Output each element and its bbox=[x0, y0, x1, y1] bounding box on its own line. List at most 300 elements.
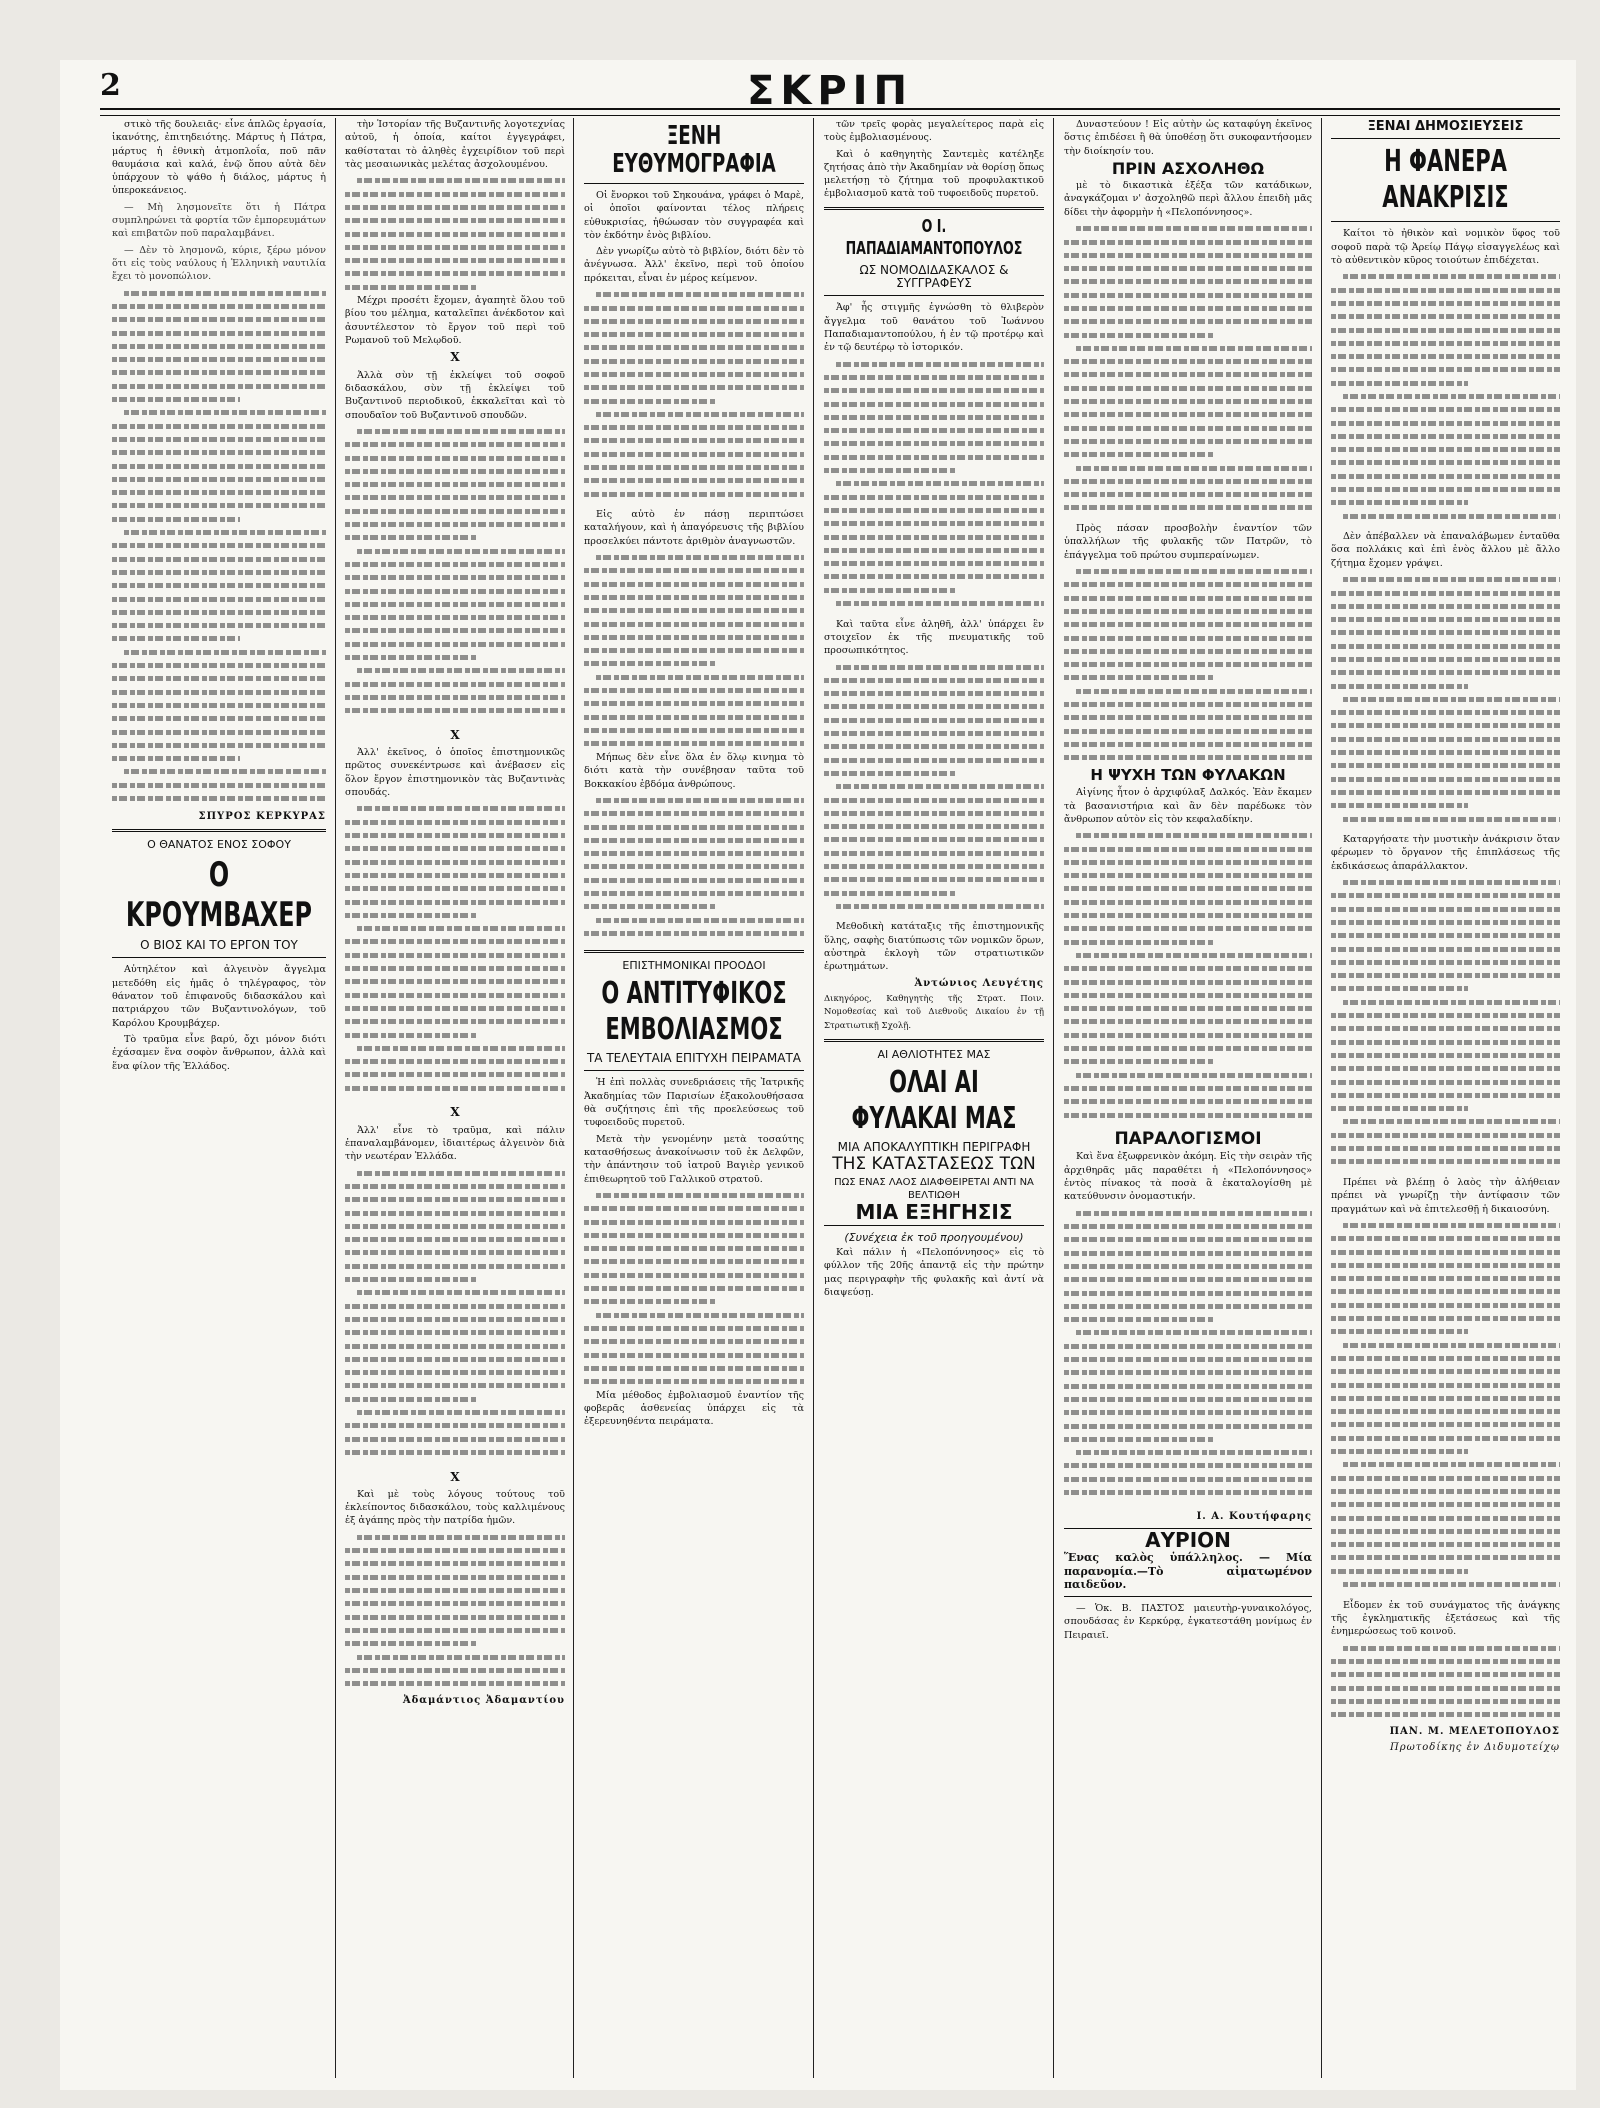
text-line bbox=[345, 935, 565, 948]
text-line bbox=[824, 451, 1044, 464]
text-line-ink bbox=[1064, 729, 1312, 734]
text-line-ink bbox=[112, 783, 326, 788]
text-line-ink bbox=[1331, 1686, 1560, 1691]
text-line bbox=[345, 558, 565, 571]
text-line bbox=[1064, 461, 1312, 474]
article-headline: Ο ΑΝΤΙΤΥΦΙΚΟΣ ΕΜΒΟΛΙΑΣΜΟΣ bbox=[601, 976, 787, 1048]
text-line bbox=[584, 408, 804, 421]
text-line-ink bbox=[1064, 1357, 1312, 1362]
text-line-ink bbox=[1076, 1211, 1312, 1216]
text-line bbox=[345, 678, 565, 691]
divider bbox=[1331, 138, 1560, 139]
article-kicker: Ο ΘΑΝΑΤΟΣ ΕΝΟΣ ΣΟΦΟΥ bbox=[147, 837, 291, 851]
text-line bbox=[584, 671, 804, 684]
text-line-ink bbox=[1064, 715, 1312, 720]
text-line bbox=[584, 1282, 804, 1295]
text-line bbox=[1331, 496, 1560, 509]
text-line bbox=[1064, 275, 1312, 288]
text-line bbox=[1331, 310, 1560, 323]
article-paragraph: Καὶ ταῦτα εἶνε ἀληθῆ, ἀλλ' ὑπάρχει ἓν στοιχεῖον ἐκ τῆς πνευματικῆς τοῦ προσωπικότητος. bbox=[824, 618, 1044, 657]
text-line-ink bbox=[1331, 803, 1468, 808]
text-line bbox=[1064, 578, 1312, 591]
text-line-ink bbox=[1331, 1289, 1560, 1294]
page-number: 2 bbox=[100, 68, 121, 103]
text-line bbox=[345, 1664, 565, 1677]
text-line-ink bbox=[345, 1548, 565, 1553]
text-line-ink bbox=[824, 495, 1044, 500]
text-line bbox=[1331, 1565, 1560, 1578]
text-line-ink bbox=[1331, 630, 1560, 635]
article-paragraph: Αἰγίνης ἦτον ὁ ἀρχιφύλαξ Δαλκός. Ἐὰν ἔκαμεν τὰ βασανιστήρια καὶ ἂν δὲν παρέδωκε τὸν ἄνθρωπον αὐτὸν εἰς τὸν κεφαλαδίκην. bbox=[1064, 787, 1312, 825]
article-headline: Η ΦΑΝΕΡΑ ΑΝΑΚΡΙΣΙΣ bbox=[1382, 144, 1509, 216]
text-line bbox=[345, 1637, 565, 1650]
text-line-ink bbox=[824, 574, 1044, 579]
text-line bbox=[345, 664, 565, 677]
text-line-ink bbox=[584, 864, 804, 869]
text-block bbox=[1331, 1642, 1560, 1722]
text-line bbox=[345, 1286, 565, 1299]
text-line bbox=[584, 1189, 804, 1202]
text-line bbox=[1331, 443, 1560, 456]
text-line-ink bbox=[1331, 1489, 1560, 1494]
text-line-ink bbox=[112, 304, 326, 309]
text-line bbox=[1331, 350, 1560, 363]
text-line-ink bbox=[1064, 1370, 1312, 1375]
text-line bbox=[1064, 565, 1312, 578]
text-line bbox=[345, 1193, 565, 1206]
text-line bbox=[1064, 698, 1312, 711]
text-line bbox=[1331, 733, 1560, 746]
text-line-ink bbox=[584, 811, 804, 816]
text-line bbox=[1331, 1142, 1560, 1155]
text-line-ink bbox=[584, 688, 804, 693]
text-line bbox=[584, 301, 804, 314]
column-5 bbox=[1064, 118, 1312, 2078]
text-line bbox=[584, 631, 804, 644]
text-line-ink bbox=[345, 258, 565, 263]
text-line-ink bbox=[824, 731, 1044, 736]
text-line bbox=[824, 820, 1044, 833]
text-line bbox=[1064, 1353, 1312, 1366]
text-line bbox=[1064, 869, 1312, 882]
text-line-ink bbox=[1331, 1080, 1560, 1085]
text-line-ink bbox=[824, 691, 1044, 696]
text-line-ink bbox=[1064, 479, 1312, 484]
text-line-ink bbox=[1331, 1013, 1560, 1018]
text-line bbox=[345, 227, 565, 240]
text-line bbox=[1064, 249, 1312, 262]
text-line-ink bbox=[124, 530, 326, 535]
text-line bbox=[1064, 435, 1312, 448]
text-line bbox=[112, 313, 326, 326]
text-line-ink bbox=[1331, 790, 1560, 795]
text-line bbox=[584, 927, 804, 940]
text-line bbox=[584, 578, 804, 591]
text-line bbox=[1331, 916, 1560, 929]
text-line-ink bbox=[596, 1193, 804, 1198]
text-line bbox=[345, 1544, 565, 1557]
text-line bbox=[1064, 949, 1312, 962]
text-line bbox=[824, 767, 1044, 780]
text-line bbox=[345, 1339, 565, 1352]
article-paragraph: Τὸ τραῦμα εἶνε βαρύ, ὄχι μόνον διότι ἐχάσαμεν ἕνα σοφὸν ἄνθρωπον, ἀλλὰ καὶ ἕνα φίλον τῆς Ἑλλάδος. bbox=[112, 1033, 326, 1072]
text-line bbox=[584, 1309, 804, 1322]
text-line-ink bbox=[1076, 689, 1312, 694]
text-line-ink bbox=[345, 1628, 565, 1633]
text-line-ink bbox=[345, 615, 565, 620]
text-line bbox=[1064, 235, 1312, 248]
text-line-ink bbox=[112, 583, 326, 588]
text-line bbox=[1331, 1102, 1560, 1115]
text-line bbox=[1064, 711, 1312, 724]
text-line-ink bbox=[1331, 487, 1560, 492]
text-line-ink bbox=[1331, 1159, 1560, 1164]
text-line bbox=[584, 914, 804, 927]
text-line-ink bbox=[1064, 372, 1312, 377]
text-line-ink bbox=[345, 1601, 565, 1606]
text-line bbox=[1331, 1378, 1560, 1391]
text-line-ink bbox=[584, 878, 804, 883]
text-line-ink bbox=[345, 1086, 565, 1091]
text-line bbox=[112, 420, 326, 433]
text-line bbox=[824, 847, 1044, 860]
text-line bbox=[584, 488, 804, 501]
article-paragraph: — Μὴ λησμονεῖτε ὅτι ἡ Πάτρα συμπληρώνει τὰ φορτία τῶν ἐμπορευμάτων καὶ επιβατῶν ποῦ παραλαμβάνει. bbox=[112, 201, 326, 240]
text-line-ink bbox=[1076, 1073, 1312, 1078]
text-line bbox=[345, 598, 565, 611]
text-line-ink bbox=[112, 703, 326, 708]
article-headline: ΟΛΑΙ ΑΙ ΦΥΛΑΚΑΙ ΜΑΣ bbox=[851, 1065, 1017, 1137]
text-line bbox=[112, 566, 326, 579]
text-line bbox=[345, 1406, 565, 1419]
article-paragraph: Μία μέθοδος ἐμβολιασμοῦ ἐναντίον τῆς φοβερᾶς ἀσθενείας ὑπάρχει εἰς τὰ ἐξερευνηθέντα πειράματα. bbox=[584, 1389, 804, 1428]
text-line-ink bbox=[596, 292, 804, 297]
text-line-ink bbox=[1064, 926, 1312, 931]
text-line-ink bbox=[1064, 596, 1312, 601]
text-line bbox=[345, 267, 565, 280]
article-paragraph: Πρέπει νὰ βλέπῃ ὁ λαὸς τὴν ἀλήθειαν πρέπει νὰ γνωρίζῃ τὴν ἀντίφασιν τῶν πραγμάτων καὶ νὰ ἐπιτελεσθῇ ἡ δικαιοσύνη. bbox=[1331, 1176, 1560, 1215]
text-line-ink bbox=[1064, 993, 1312, 998]
text-line bbox=[345, 1300, 565, 1313]
text-line-ink bbox=[1343, 577, 1560, 582]
text-line bbox=[345, 1042, 565, 1055]
text-line-ink bbox=[1343, 1000, 1560, 1005]
text-line-ink bbox=[824, 535, 1044, 540]
text-block bbox=[1331, 573, 1560, 833]
text-line bbox=[584, 1295, 804, 1308]
text-line-ink bbox=[357, 668, 565, 673]
divider bbox=[584, 950, 804, 953]
text-block bbox=[584, 1189, 804, 1389]
byline: Ἀντώνιος Λευγέτης bbox=[914, 977, 1044, 989]
header-rule bbox=[100, 108, 1560, 116]
text-line bbox=[1331, 706, 1560, 719]
text-line bbox=[112, 659, 326, 672]
text-line-ink bbox=[112, 636, 240, 641]
text-line-ink bbox=[1331, 1449, 1468, 1454]
text-line-ink bbox=[1331, 737, 1560, 742]
text-block bbox=[1064, 222, 1312, 522]
text-line-ink bbox=[345, 833, 565, 838]
text-line-ink bbox=[584, 825, 804, 830]
text-line bbox=[345, 638, 565, 651]
text-line bbox=[1331, 377, 1560, 390]
article-paragraph: Καίτοι τὸ ἠθικὸν καὶ νομικὸν ὕφος τοῦ σοφοῦ παρὰ τῷ Ἀρείῳ Πάγῳ εἰσαγγελέως καὶ τὸ αὐθεντικὸν κῦρος τοιούτων ἐπιδέχεται. bbox=[1331, 228, 1560, 266]
text-line bbox=[112, 619, 326, 632]
text-line bbox=[584, 711, 804, 724]
article-paragraph: Καὶ πάλιν ἡ «Πελοπόννησος» εἰς τὸ φύλλον τῆς 20ῆς ἀπαντᾷ εἰς τὴν πρώτην μας περιγραφὴν τῆς φυλακῆς καὶ ἀντί νὰ διαψεύσῃ. bbox=[824, 1246, 1044, 1298]
text-line bbox=[1331, 1445, 1560, 1458]
article-subtitle: Ο ΒΙΟΣ ΚΑΙ ΤΟ ΕΡΓΟΝ ΤΟΥ bbox=[140, 938, 298, 953]
text-line bbox=[1331, 942, 1560, 955]
text-line bbox=[112, 513, 326, 526]
text-line bbox=[345, 491, 565, 504]
text-line-ink bbox=[584, 622, 804, 627]
text-line-ink bbox=[345, 1072, 565, 1077]
text-line-ink bbox=[1331, 591, 1560, 596]
text-line-ink bbox=[1331, 1699, 1560, 1704]
text-line bbox=[1331, 586, 1560, 599]
text-line-ink bbox=[824, 402, 1044, 407]
teaser: Ἕνας καλὸς ὑπάλληλος. — Μία παρανομία.—Τὸ αἰματωμένον παιδεῦον. bbox=[1064, 1551, 1312, 1591]
text-line bbox=[345, 478, 565, 491]
text-line bbox=[112, 499, 326, 512]
text-line-ink bbox=[1331, 684, 1468, 689]
text-line bbox=[1331, 1115, 1560, 1128]
text-line-ink bbox=[1343, 1223, 1560, 1228]
text-line bbox=[584, 697, 804, 710]
column-6 bbox=[1331, 118, 1560, 2078]
text-line bbox=[112, 459, 326, 472]
text-line-ink bbox=[357, 178, 565, 183]
text-line-ink bbox=[1343, 1646, 1560, 1651]
text-block bbox=[584, 288, 804, 508]
text-line bbox=[1331, 1655, 1560, 1668]
text-line-ink bbox=[1064, 636, 1312, 641]
text-line bbox=[824, 570, 1044, 583]
text-line bbox=[345, 254, 565, 267]
text-line-ink bbox=[345, 979, 565, 984]
text-line bbox=[1331, 1325, 1560, 1338]
text-line bbox=[584, 1322, 804, 1335]
text-line bbox=[1331, 1525, 1560, 1538]
text-line bbox=[1331, 1232, 1560, 1245]
text-line-ink bbox=[1331, 1250, 1560, 1255]
divider bbox=[1331, 221, 1560, 222]
text-line-ink bbox=[1064, 1237, 1312, 1242]
text-line-ink bbox=[1331, 460, 1560, 465]
text-line-ink bbox=[584, 904, 716, 909]
text-line bbox=[1331, 653, 1560, 666]
article-paragraph: Μήπως δὲν εἶνε ὅλα ἐν ὅλῳ κινημα τὸ διότι κατὰ τὴν συνέβησαν ταῦτα τοῦ Βοκκακίου ἑβδόμα ἀνθρώπους. bbox=[584, 751, 804, 790]
text-line bbox=[112, 287, 326, 300]
text-line bbox=[1331, 573, 1560, 586]
text-line bbox=[1064, 382, 1312, 395]
text-line bbox=[1331, 363, 1560, 376]
text-line-ink bbox=[112, 730, 326, 735]
text-line-ink bbox=[1343, 817, 1560, 822]
text-line bbox=[345, 281, 565, 294]
text-line-ink bbox=[112, 331, 326, 336]
text-line bbox=[584, 617, 804, 630]
text-line bbox=[345, 895, 565, 908]
text-line-ink bbox=[1331, 1555, 1560, 1560]
text-block bbox=[824, 660, 1044, 920]
text-line-ink bbox=[1076, 466, 1312, 471]
text-line bbox=[1064, 1055, 1312, 1068]
article-paragraph: Μέχρι προσέτι ἔχομεν, ἀγαπητὲ ὅλου τοῦ βίου του μέλημα, καταλεῖπει ἀνέκδοτον καὶ ἀσυντέλεστον τὸ ἔργον τοῦ περὶ τοῦ Ρωμανοῦ τοῦ Μελῳδοῦ. bbox=[345, 295, 565, 347]
text-line-ink bbox=[584, 425, 804, 430]
masthead: ΣΚΡΙΠ bbox=[747, 68, 913, 114]
text-line bbox=[584, 591, 804, 604]
text-line bbox=[345, 1597, 565, 1610]
text-line-ink bbox=[1076, 833, 1312, 838]
text-line bbox=[345, 1379, 565, 1392]
text-line-ink bbox=[1343, 1582, 1560, 1587]
text-line-ink bbox=[824, 811, 1044, 816]
text-line-ink bbox=[584, 661, 716, 666]
text-line-ink bbox=[1064, 1397, 1312, 1402]
text-line-ink bbox=[112, 756, 240, 761]
text-line-ink bbox=[1064, 649, 1312, 654]
text-line-ink bbox=[1331, 1106, 1468, 1111]
text-line bbox=[824, 544, 1044, 557]
text-line bbox=[112, 526, 326, 539]
text-line bbox=[1064, 1406, 1312, 1419]
text-line bbox=[1331, 283, 1560, 296]
text-line bbox=[1331, 470, 1560, 483]
text-block bbox=[345, 1167, 565, 1467]
text-line-ink bbox=[824, 388, 1044, 393]
text-line-ink bbox=[1064, 1019, 1312, 1024]
text-line bbox=[1064, 328, 1312, 341]
column-divider bbox=[335, 118, 336, 2078]
text-line-ink bbox=[345, 495, 565, 500]
text-line-ink bbox=[357, 1410, 565, 1415]
text-line bbox=[1331, 773, 1560, 786]
text-line-ink bbox=[345, 1575, 565, 1580]
text-line bbox=[1331, 1668, 1560, 1681]
text-line bbox=[584, 1215, 804, 1228]
text-line bbox=[824, 437, 1044, 450]
text-line bbox=[584, 860, 804, 873]
text-line bbox=[345, 611, 565, 624]
text-line-ink bbox=[1064, 609, 1312, 614]
text-line bbox=[1331, 1695, 1560, 1708]
text-line bbox=[345, 842, 565, 855]
text-line bbox=[824, 411, 1044, 424]
text-line bbox=[345, 531, 565, 544]
text-line-ink bbox=[345, 1357, 565, 1362]
text-line bbox=[1331, 1259, 1560, 1272]
text-line bbox=[1064, 1486, 1312, 1499]
text-line bbox=[345, 465, 565, 478]
text-block bbox=[824, 358, 1044, 618]
text-line-ink bbox=[345, 695, 565, 700]
text-line bbox=[584, 1335, 804, 1348]
text-line-ink bbox=[1331, 1026, 1560, 1031]
text-line-ink bbox=[1331, 657, 1560, 662]
divider bbox=[112, 957, 326, 958]
text-line-ink bbox=[112, 344, 326, 349]
text-line-ink bbox=[1076, 569, 1312, 574]
text-line-ink bbox=[1064, 399, 1312, 404]
text-line-ink bbox=[345, 1211, 565, 1216]
text-line bbox=[1064, 395, 1312, 408]
text-line bbox=[112, 380, 326, 393]
text-line-ink bbox=[584, 608, 804, 613]
text-line-ink bbox=[357, 1535, 565, 1540]
text-line-ink bbox=[584, 332, 804, 337]
text-line-ink bbox=[345, 628, 565, 633]
text-line-ink bbox=[584, 1366, 804, 1371]
text-line bbox=[1064, 605, 1312, 618]
text-line-ink bbox=[824, 837, 1044, 842]
article-headline: Ο Ι. ΠΑΠΑΔΙΑΜΑΝΤΟΠΟΥΛΟΣ bbox=[845, 215, 1023, 259]
text-line bbox=[584, 551, 804, 564]
text-line bbox=[1064, 671, 1312, 684]
text-line-ink bbox=[584, 1206, 804, 1211]
text-line bbox=[1064, 975, 1312, 988]
text-line bbox=[1064, 909, 1312, 922]
text-line bbox=[1064, 368, 1312, 381]
text-line-ink bbox=[824, 521, 1044, 526]
text-line bbox=[1064, 222, 1312, 235]
text-line bbox=[112, 592, 326, 605]
text-line bbox=[1331, 1089, 1560, 1102]
text-line-ink bbox=[345, 873, 565, 878]
text-line-ink bbox=[1064, 1291, 1312, 1296]
byline: ΠΑΝ. Μ. ΜΕΛΕΤΟΠΟΥΛΟΣ bbox=[1389, 1725, 1560, 1737]
text-line bbox=[345, 1220, 565, 1233]
text-line bbox=[584, 900, 804, 913]
text-line bbox=[345, 545, 565, 558]
text-line bbox=[345, 1313, 565, 1326]
text-line-ink bbox=[1064, 1437, 1213, 1442]
text-line bbox=[1331, 1062, 1560, 1075]
text-line bbox=[345, 1180, 565, 1193]
text-line-ink bbox=[345, 1437, 565, 1442]
text-line bbox=[1331, 956, 1560, 969]
text-line bbox=[345, 624, 565, 637]
text-line-ink bbox=[824, 744, 1044, 749]
text-line bbox=[1064, 1247, 1312, 1260]
text-line-ink bbox=[345, 205, 565, 210]
text-line bbox=[1331, 1458, 1560, 1471]
text-line bbox=[345, 1611, 565, 1624]
text-line-ink bbox=[345, 192, 565, 197]
text-line-ink bbox=[112, 796, 326, 801]
text-line-ink bbox=[824, 704, 1044, 709]
text-line bbox=[345, 909, 565, 922]
text-line bbox=[584, 341, 804, 354]
text-line bbox=[1331, 510, 1560, 523]
text-line bbox=[584, 604, 804, 617]
text-line bbox=[345, 1366, 565, 1379]
text-line-ink bbox=[345, 1383, 565, 1388]
text-line-ink bbox=[1331, 710, 1560, 715]
text-line-ink bbox=[1064, 386, 1312, 391]
text-line-ink bbox=[1331, 434, 1560, 439]
text-line-ink bbox=[345, 939, 565, 944]
text-line-ink bbox=[112, 623, 326, 628]
text-line bbox=[345, 1068, 565, 1081]
text-line-ink bbox=[1064, 886, 1312, 891]
text-line-ink bbox=[112, 676, 326, 681]
text-line bbox=[824, 860, 1044, 873]
text-line-ink bbox=[1064, 1113, 1312, 1118]
text-line-ink bbox=[345, 1615, 565, 1620]
